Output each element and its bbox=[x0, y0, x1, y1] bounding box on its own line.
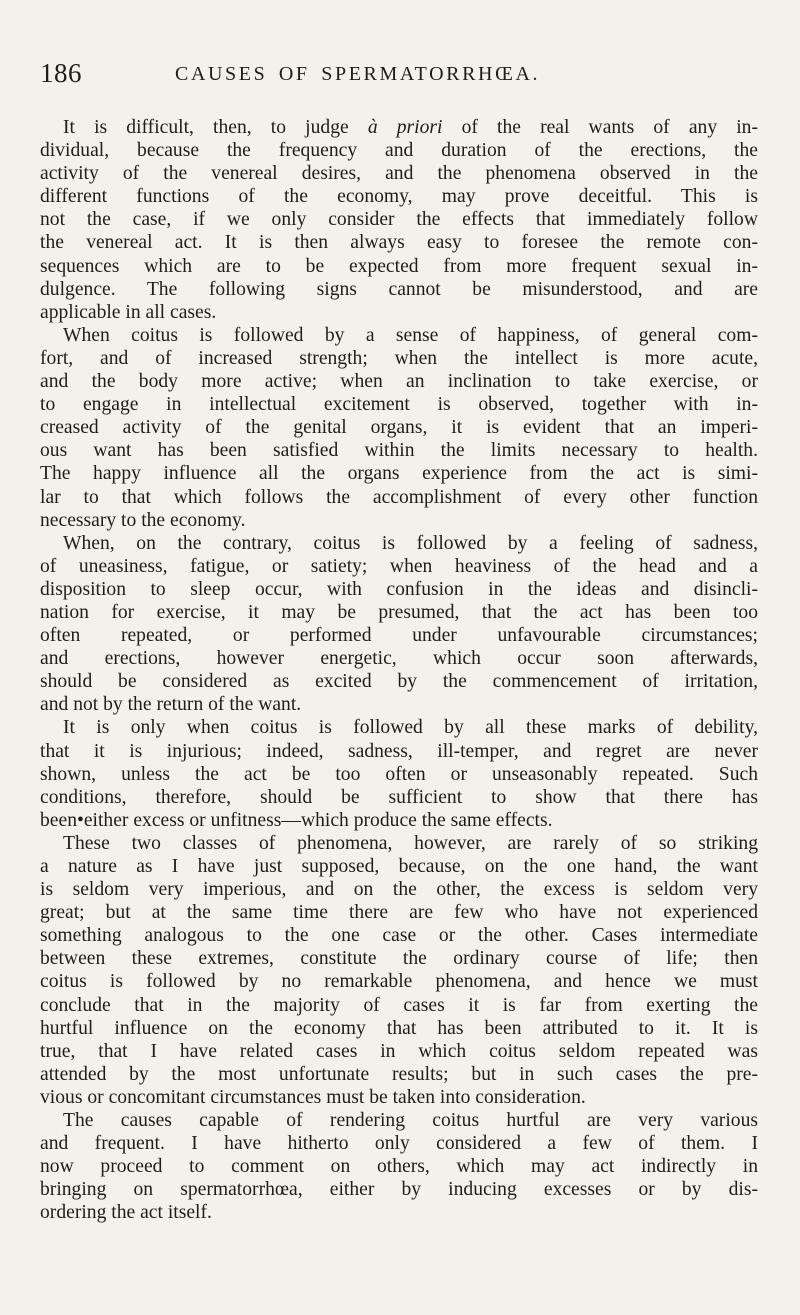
page-number: 186 bbox=[40, 58, 82, 88]
text-line bbox=[40, 416, 758, 439]
text-line bbox=[40, 624, 758, 647]
text-line bbox=[40, 1155, 758, 1178]
text-line bbox=[40, 832, 758, 855]
text-line bbox=[40, 532, 758, 555]
text-line bbox=[40, 970, 758, 993]
text-line bbox=[40, 924, 758, 947]
text-line bbox=[40, 162, 758, 185]
page-header bbox=[40, 58, 760, 98]
text-run: activity of the venereal desires, and the phenomena observed in the bbox=[40, 163, 758, 185]
text-line bbox=[40, 347, 758, 370]
text-line bbox=[40, 231, 758, 254]
text-run: applicable in all cases. bbox=[40, 301, 217, 323]
text-run: ous want has been satisfied within the limits necessary to health. bbox=[40, 440, 758, 462]
text-run: different functions of the economy, may prove deceitful. This is bbox=[40, 186, 758, 208]
text-run: When, on the contrary, coitus is followed by a feeling of sadness, bbox=[63, 532, 758, 554]
text-line bbox=[40, 578, 758, 601]
text-run: been•either excess or unfitness—which produce the same effects. bbox=[40, 809, 553, 831]
text-run: fort, and of increased strength; when the intellect is more acute, bbox=[40, 347, 758, 369]
text-line bbox=[40, 116, 758, 139]
text-line bbox=[40, 878, 758, 901]
body-text bbox=[40, 116, 758, 1225]
text-run: ordering the act itself. bbox=[40, 1202, 212, 1224]
text-run: that it is injurious; indeed, sadness, ill-temper, and regret are never bbox=[40, 740, 758, 762]
text-run: often repeated, or performed under unfavourable circumstances; bbox=[40, 625, 758, 647]
text-line bbox=[40, 601, 758, 624]
text-run: dividual, because the frequency and duration of the erections, the bbox=[40, 140, 758, 162]
text-run: coitus is followed by no remarkable phenomena, and hence we must bbox=[40, 971, 758, 993]
text-run: sequences which are to be expected from more frequent sexual in- bbox=[40, 255, 758, 277]
text-run: necessary to the economy. bbox=[40, 509, 246, 531]
text-line bbox=[40, 1201, 758, 1224]
text-line bbox=[40, 994, 758, 1017]
text-run: is seldom very imperious, and on the other, the excess is seldom very bbox=[40, 879, 758, 901]
text-line bbox=[40, 1017, 758, 1040]
text-line bbox=[40, 324, 758, 347]
text-line bbox=[40, 208, 758, 231]
text-line bbox=[40, 740, 758, 763]
text-line bbox=[40, 1063, 758, 1086]
text-line bbox=[40, 1178, 758, 1201]
text-run: the venereal act. It is then always easy to foresee the remote con- bbox=[40, 232, 758, 254]
text-line bbox=[40, 786, 758, 809]
text-run: a nature as I have just supposed, because, on the one hand, the want bbox=[40, 856, 758, 877]
text-line bbox=[40, 716, 758, 739]
text-run: of uneasiness, fatigue, or satiety; when heaviness of the head and a bbox=[40, 555, 758, 577]
text-line bbox=[40, 370, 758, 393]
text-line bbox=[40, 393, 758, 416]
text-run: lar to that which follows the accomplishment of every other function bbox=[40, 486, 758, 508]
text-line bbox=[40, 185, 758, 208]
text-line bbox=[40, 301, 758, 324]
text-run: hurtful influence on the economy that has been attributed to it. It is bbox=[40, 1017, 758, 1039]
text-run: shown, unless the act be too often or unseasonably repeated. Such bbox=[40, 763, 758, 785]
text-run: conditions, therefore, should be sufficient to show that there has bbox=[40, 786, 758, 808]
text-line bbox=[40, 278, 758, 301]
running-head: CAUSES OF SPERMATORRHŒA. bbox=[175, 63, 541, 85]
text-run: When coitus is followed by a sense of happiness, of general com- bbox=[63, 324, 758, 346]
text-run: and the body more active; when an inclination to take exercise, or bbox=[40, 371, 758, 393]
text-line bbox=[40, 670, 758, 693]
text-run: It is only when coitus is followed by all these marks of debility, bbox=[63, 717, 758, 739]
text-run: The happy influence all the organs experience from the act is simi- bbox=[40, 463, 758, 485]
text-line bbox=[40, 693, 758, 716]
text-run: and erections, however energetic, which occur soon afterwards, bbox=[40, 648, 758, 670]
text-run: of the real wants of any in- bbox=[442, 117, 758, 138]
text-run: should be considered as excited by the commencement of irritation, bbox=[40, 671, 758, 693]
text-line bbox=[40, 139, 758, 162]
text-line bbox=[40, 647, 758, 670]
text-run: something analogous to the one case or the other. Cases intermediate bbox=[40, 925, 758, 947]
text-run: to engage in intellectual excitement is observed, together with in- bbox=[40, 394, 758, 416]
italic-phrase: à priori bbox=[367, 117, 443, 138]
text-run: The causes capable of rendering coitus hurtful are very various bbox=[63, 1110, 758, 1132]
text-line bbox=[40, 763, 758, 786]
text-run: These two classes of phenomena, however, are rarely of so striking bbox=[63, 832, 758, 854]
text-run: between these extremes, constitute the ordinary course of life; then bbox=[40, 948, 758, 970]
text-run: disposition to sleep occur, with confusion in the ideas and disincli- bbox=[40, 578, 758, 600]
text-run: nation for exercise, it may be presumed, that the act has been too bbox=[40, 601, 758, 623]
text-run: now proceed to comment on others, which may act indirectly in bbox=[40, 1156, 758, 1178]
text-line bbox=[40, 555, 758, 578]
text-run: bringing on spermatorrhœa, either by inducing excesses or by dis- bbox=[40, 1179, 758, 1201]
text-line bbox=[40, 1132, 758, 1155]
text-run: vious or concomitant circumstances must be taken into consideration. bbox=[40, 1086, 586, 1108]
text-run: great; but at the same time there are few who have not experienced bbox=[40, 902, 758, 924]
text-run: and not by the return of the want. bbox=[40, 694, 302, 716]
text-run: not the case, if we only consider the effects that immediately follow bbox=[40, 209, 758, 231]
text-line bbox=[40, 462, 758, 485]
text-line bbox=[40, 809, 758, 832]
text-run: dulgence. The following signs cannot be misunderstood, and are bbox=[40, 278, 758, 300]
text-line bbox=[40, 855, 758, 878]
text-line bbox=[40, 255, 758, 278]
text-line bbox=[40, 439, 758, 462]
text-run: and frequent. I have hitherto only considered a few of them. I bbox=[40, 1133, 758, 1155]
text-line bbox=[40, 1086, 758, 1109]
text-run: conclude that in the majority of cases it is far from exerting the bbox=[40, 994, 758, 1016]
text-run: attended by the most unfortunate results; but in such cases the pre- bbox=[40, 1063, 758, 1085]
text-run: creased activity of the genital organs, it is evident that an imperi- bbox=[40, 417, 758, 439]
text-line bbox=[40, 509, 758, 532]
text-line bbox=[40, 486, 758, 509]
text-line bbox=[40, 901, 758, 924]
text-line bbox=[40, 1109, 758, 1132]
text-line bbox=[40, 1040, 758, 1063]
text-line bbox=[40, 947, 758, 970]
text-run: It is difficult, then, to judge bbox=[63, 117, 368, 138]
text-run: true, that I have related cases in which coitus seldom repeated was bbox=[40, 1040, 758, 1062]
